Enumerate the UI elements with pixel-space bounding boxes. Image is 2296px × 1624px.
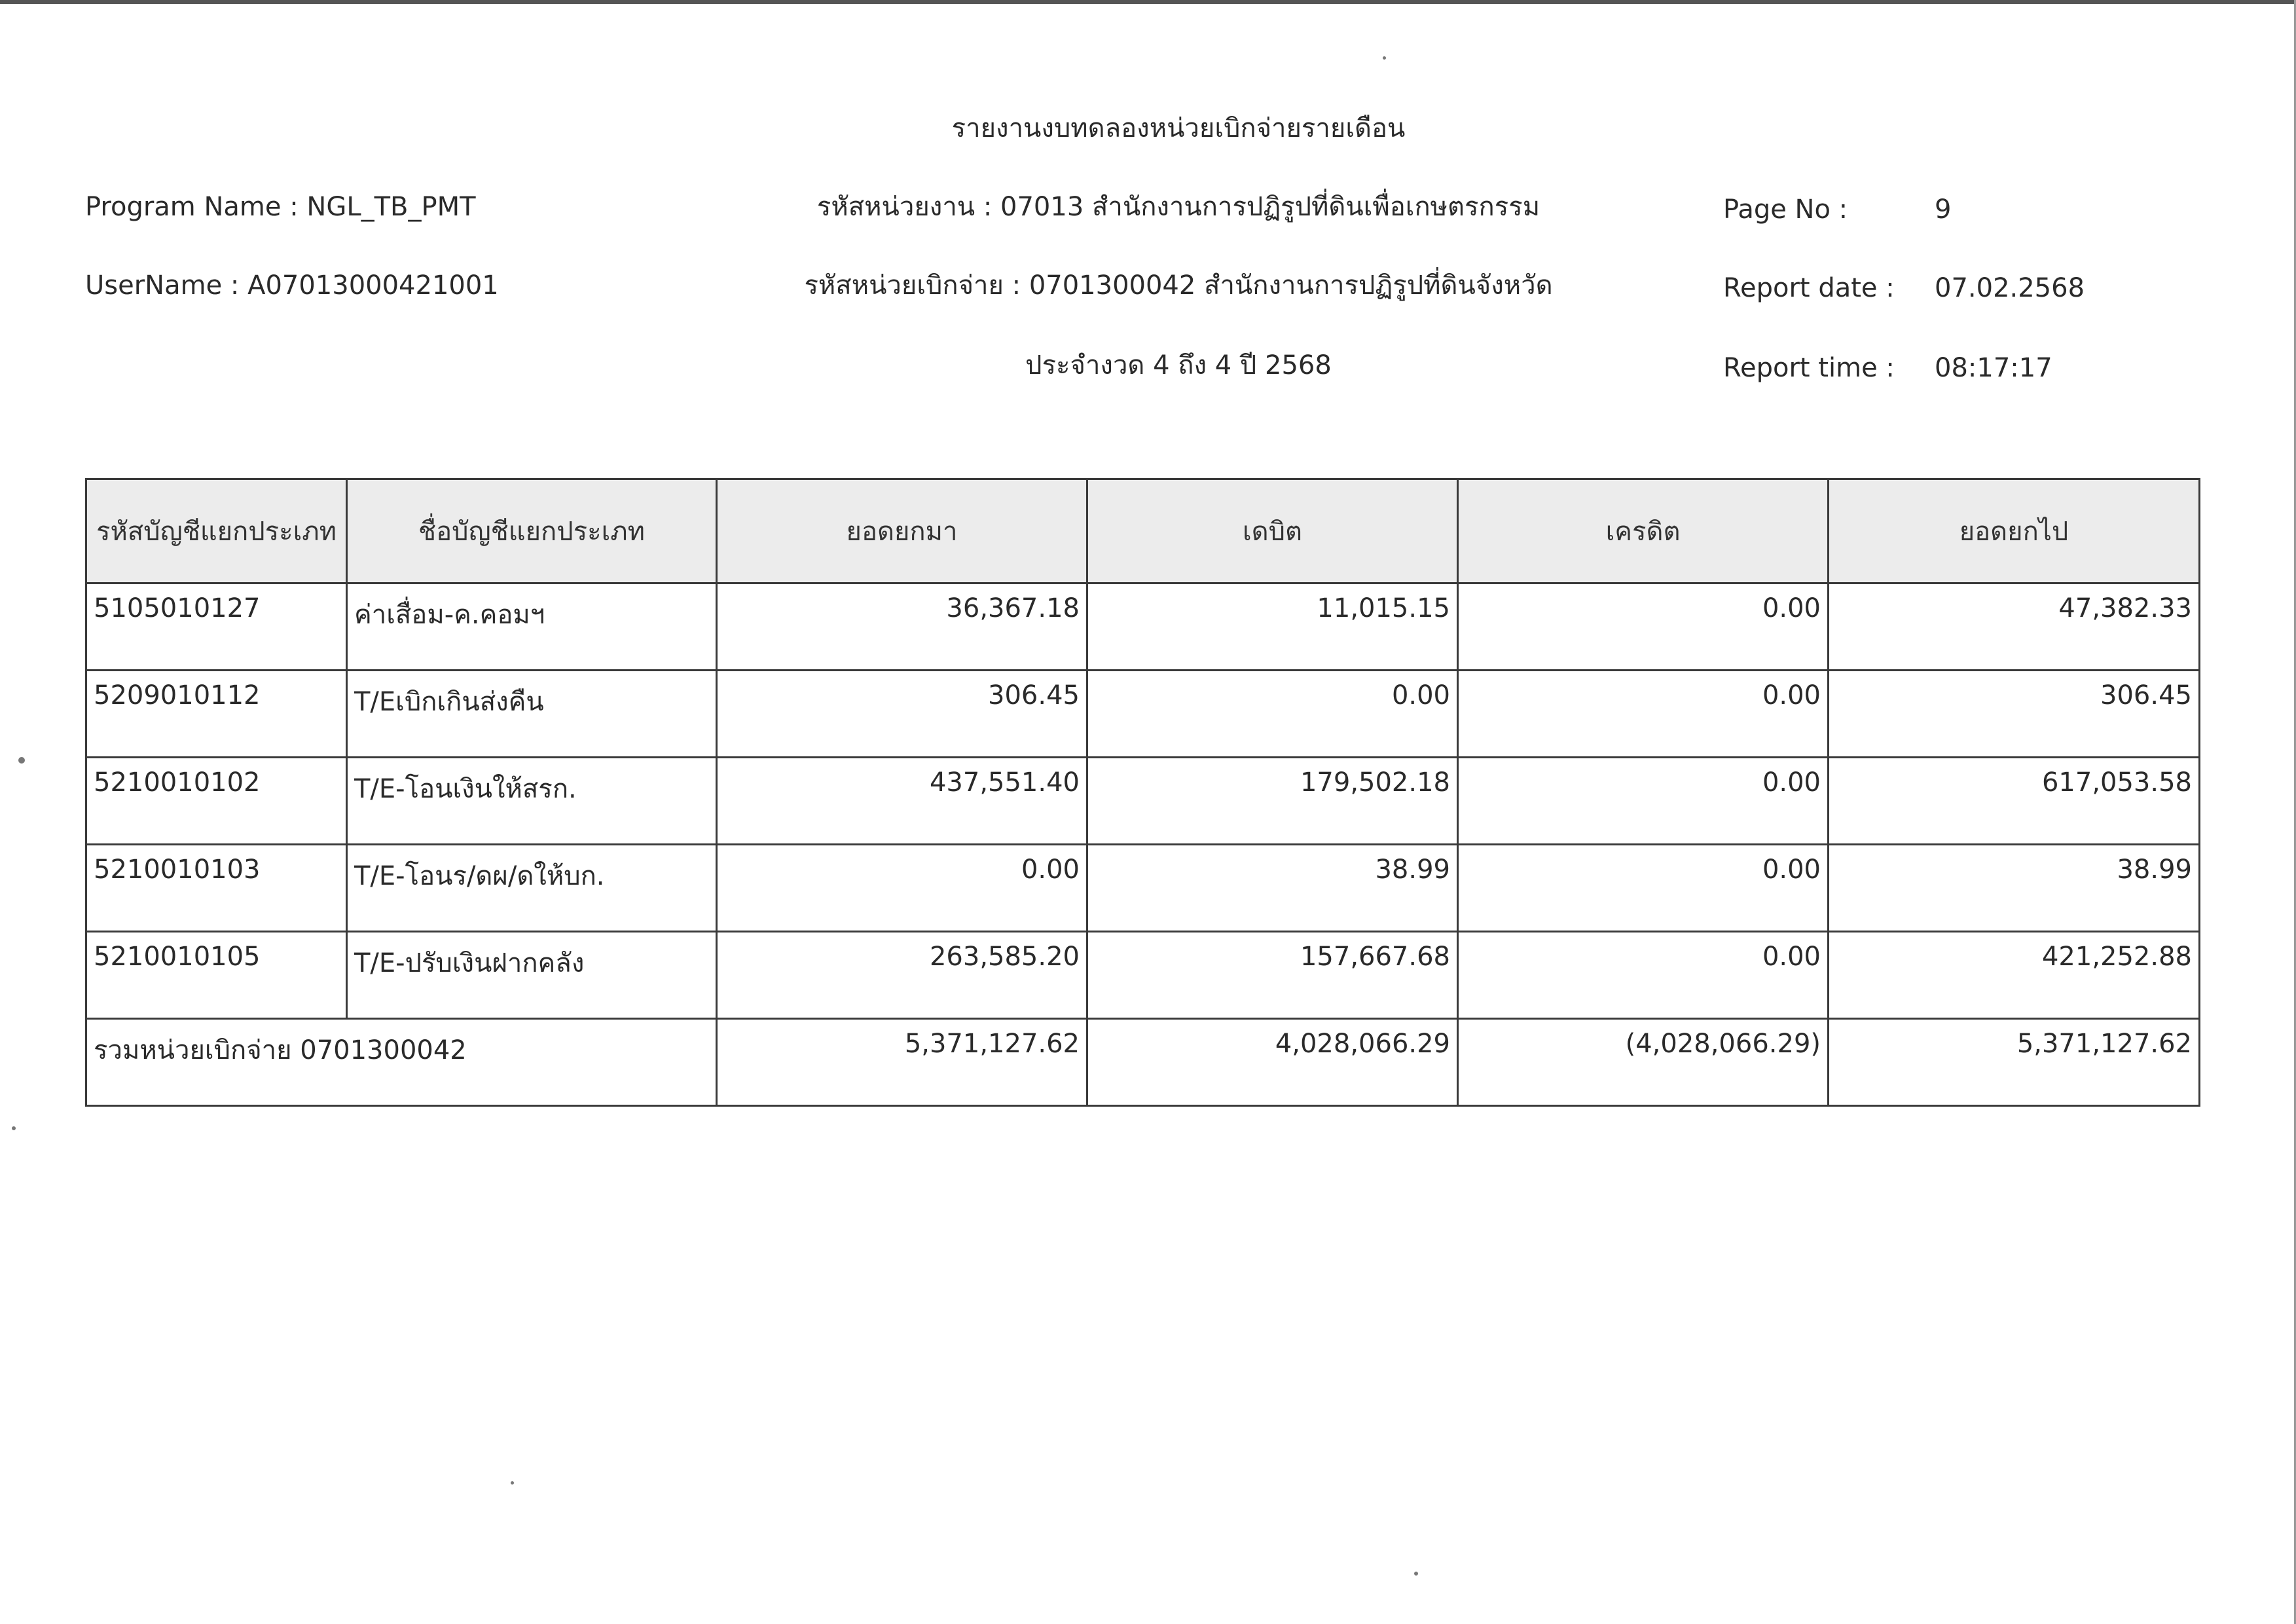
table-row	[86, 758, 2200, 845]
col-header-debit: เดบิต	[1087, 479, 1458, 583]
table-row	[86, 845, 2200, 932]
table-header-row	[86, 479, 2200, 583]
col-header-account-code: รหัสบัญชีแยกประเภท	[86, 479, 347, 583]
debit-cell: 179,502.18	[1087, 758, 1458, 845]
report-title: รายงานงบทดลองหน่วยเบิกจ่ายรายเดือน	[951, 113, 1406, 143]
scan-speck	[12, 1126, 16, 1130]
period-line: ประจำงวด 4 ถึง 4 ปี 2568	[1025, 350, 1332, 380]
debit-cell: 0.00	[1087, 671, 1458, 758]
total-brought-forward-cell: 5,371,127.62	[717, 1019, 1087, 1106]
carried-forward-cell: 38.99	[1829, 845, 2200, 932]
scan-speck	[511, 1481, 514, 1485]
unit-line: รหัสหน่วยงาน : 07013 สำนักงานการปฏิรูปที่ดินเพื่อเกษตรกรรม	[816, 192, 1540, 222]
account-code-cell: 5209010112	[86, 671, 347, 758]
account-name-cell: ค่าเสื่อม-ค.คอมฯ	[347, 583, 717, 671]
account-code-cell: 5105010127	[86, 583, 347, 671]
total-carried-forward-cell: 5,371,127.62	[1829, 1019, 2200, 1106]
col-header-brought-forward: ยอดยกมา	[717, 479, 1087, 583]
brought-forward-cell: 306.45	[717, 671, 1087, 758]
scan-edge-top	[0, 0, 2296, 4]
credit-cell: 0.00	[1458, 758, 1829, 845]
account-code-cell: 5210010102	[86, 758, 347, 845]
user-name: UserName : A07013000421001	[85, 270, 499, 301]
report-time-value: 08:17:17	[1935, 353, 2052, 383]
col-header-account-name: ชื่อบัญชีแยกประเภท	[347, 479, 717, 583]
report-date-value: 07.02.2568	[1935, 273, 2085, 303]
trial-balance-table	[85, 478, 2200, 1107]
scan-speck	[18, 757, 25, 764]
table-row	[86, 583, 2200, 671]
total-credit-cell: (4,028,066.29)	[1458, 1019, 1829, 1106]
credit-cell: 0.00	[1458, 583, 1829, 671]
report-time-label: Report time :	[1723, 353, 1895, 383]
brought-forward-cell: 437,551.40	[717, 758, 1087, 845]
page-no-value: 9	[1935, 194, 1952, 225]
account-name-cell: T/E-ปรับเงินฝากคลัง	[347, 932, 717, 1019]
col-header-carried-forward: ยอดยกไป	[1829, 479, 2200, 583]
report-date-label: Report date :	[1723, 273, 1895, 303]
carried-forward-cell: 306.45	[1829, 671, 2200, 758]
account-name-cell: T/E-โอนร/ดผ/ดให้บก.	[347, 845, 717, 932]
debit-cell: 11,015.15	[1087, 583, 1458, 671]
page-no-label: Page No :	[1723, 194, 1848, 225]
total-label-cell: รวมหน่วยเบิกจ่าย 0701300042	[86, 1019, 717, 1106]
credit-cell: 0.00	[1458, 671, 1829, 758]
carried-forward-cell: 47,382.33	[1829, 583, 2200, 671]
col-header-credit: เครดิต	[1458, 479, 1829, 583]
debit-cell: 38.99	[1087, 845, 1458, 932]
total-row	[86, 1019, 2200, 1106]
table-row	[86, 671, 2200, 758]
credit-cell: 0.00	[1458, 932, 1829, 1019]
account-name-cell: T/Eเบิกเกินส่งคืน	[347, 671, 717, 758]
credit-cell: 0.00	[1458, 845, 1829, 932]
scan-speck	[1414, 1572, 1418, 1576]
account-code-cell: 5210010103	[86, 845, 347, 932]
brought-forward-cell: 0.00	[717, 845, 1087, 932]
carried-forward-cell: 617,053.58	[1829, 758, 2200, 845]
table-row	[86, 932, 2200, 1019]
account-code-cell: 5210010105	[86, 932, 347, 1019]
disbursement-unit-line: รหัสหน่วยเบิกจ่าย : 0701300042 สำนักงานการปฏิรูปที่ดินจังหวัด	[804, 270, 1553, 301]
carried-forward-cell: 421,252.88	[1829, 932, 2200, 1019]
brought-forward-cell: 36,367.18	[717, 583, 1087, 671]
debit-cell: 157,667.68	[1087, 932, 1458, 1019]
total-debit-cell: 4,028,066.29	[1087, 1019, 1458, 1106]
brought-forward-cell: 263,585.20	[717, 932, 1087, 1019]
scan-speck	[1383, 56, 1386, 60]
program-name: Program Name : NGL_TB_PMT	[85, 192, 476, 222]
account-name-cell: T/E-โอนเงินให้สรก.	[347, 758, 717, 845]
